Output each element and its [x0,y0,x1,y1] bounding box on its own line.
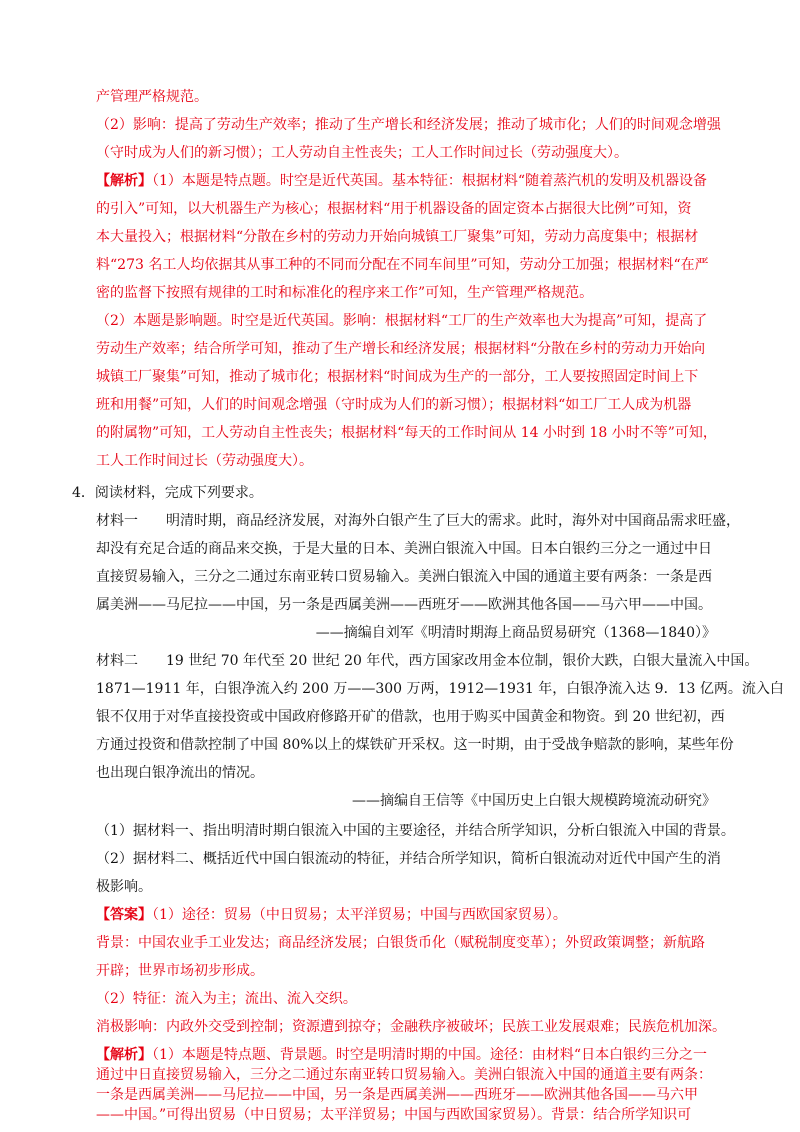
text-line [96,652,758,670]
text-line [96,1018,726,1036]
text-line [96,284,593,302]
text-span: 也出现白银净流出的情况。 [96,765,264,781]
text-line [96,340,705,358]
text-line [352,792,716,810]
text-span: 密的监督下按照有规律的工时和标准化的程序来工作”可知，生产管理严格规范。 [96,285,594,301]
text-span: 极影响。 [96,879,152,895]
text-line [96,1066,712,1084]
text-line [72,484,263,502]
text-line [96,172,707,190]
text-span: 却没有充足合适的商品来交换，于是大量的日本、美洲白银流入中国。日本白银约三分之一通过中日 [96,541,712,557]
text-span: 银不仅用于对华直接投资或中国政府修路开矿的借款，也用于购买中国黄金和物资。到 20 世纪初，西 [96,709,725,725]
text-span: 材料一 明清时期，商品经济发展，对海外白银产生了巨大的需求。此时，海外对中国商品需求旺盛， [96,513,740,529]
text-span: ——中国。”可得出贸易（中日贸易；太平洋贸易；中国与西欧国家贸易）。背景：结合所学知识可 [96,1107,692,1123]
text-span: （2）据材料二、概括近代中国白银流动的特征，并结合所学知识，简析白银流动对近代中国产生的消 [96,851,721,867]
text-line [96,850,721,868]
section-label: 【答案】 [96,907,152,923]
text-line [96,934,705,952]
text-span: （守时成为人们的新习惯）；工人劳动自主性丧失；工人工作时间过长（劳动强度大）。 [96,145,628,161]
section-label: 【解析】 [96,1047,152,1063]
text-line [96,736,734,754]
text-span: （1）途径：贸易（中日贸易；太平洋贸易；中国与西欧国家贸易）。 [152,907,567,923]
text-span: 消极影响：内政外交受到控制；资源遭到掠夺；金融秩序被破坏；民族工业发展艰难；民族危机加深。 [96,1019,726,1035]
text-span: 1871—1911 年，白银净流入约 200 万——300 万两，1912—1931 年，白银净流入达 9．13 亿两。流入白 [96,681,784,697]
text-line [96,1106,691,1124]
text-span: （1）据材料一、指出明清时期白银流入中国的主要途径，并结合所学知识，分析白银流入中国的背景。 [96,823,735,839]
text-line [96,708,725,726]
text-line [96,540,712,558]
text-span: 工人工作时间过长（劳动强度大）。 [96,453,313,469]
text-span: 的附属物”可知，工人劳动自主性丧失；根据材料“每天的工作时间从 14 小时到 18 小时不等”可知， [96,425,717,441]
text-span: 城镇工厂聚集”可知，推动了城市化；根据材料“时间成为生产的一部分，工人要按照固定时间上下 [96,369,699,385]
text-span: 材料二 19 世纪 70 年代至 20 世纪 20 年代，西方国家改用金本位制，银价大跌，白银大量流入中国。 [96,653,759,669]
text-span: （2）特征：流入为主；流出、流入交织。 [96,991,357,1007]
text-span: ——摘编自刘军《明清时期海上商品贸易研究（1368—1840）》 [315,625,716,641]
text-span: （1）本题是特点题、背景题。时空是明清时期的中国。途径：由材料“日本白银约三分之一 [152,1047,708,1063]
text-line [96,368,698,386]
text-span: 通过中日直接贸易输入，三分之二通过东南亚转口贸易输入。美洲白银流入中国的通道主要有两条： [96,1067,712,1083]
text-line [96,88,208,106]
text-line [96,256,709,274]
text-span: （2）影响：提高了劳动生产效率；推动了生产增长和经济发展；推动了城市化；人们的时间观念增强 [96,117,721,133]
text-line [96,200,691,218]
text-span: （2）本题是影响题。时空是近代英国。影响：根据材料“工厂的生产效率也大为提高”可知，提高了 [96,313,708,329]
text-line [96,764,264,782]
section-label: 【解析】 [96,173,152,189]
text-line [96,878,152,896]
text-line [96,680,784,698]
text-line [96,1086,698,1104]
text-line [96,512,740,530]
text-line [96,312,707,330]
text-span: 的引入”可知，以大机器生产为核心；根据材料“用于机器设备的固定资本占据很大比例”可知，资 [96,201,692,217]
text-line [96,906,567,924]
text-line [96,990,357,1008]
text-span: 背景：中国农业手工业发达；商品经济发展；白银货币化（赋税制度变革）；外贸政策调整；新航路 [96,935,705,951]
text-line [96,116,721,134]
text-line [96,1046,707,1064]
text-line [96,568,712,586]
text-line [96,144,628,162]
text-line [96,596,712,614]
text-line [96,822,735,840]
text-line [96,424,717,442]
text-span: 产管理严格规范。 [96,89,208,105]
text-span: 班和用餐”可知，人们的时间观念增强（守时成为人们的新习惯）；根据材料“如工厂工人成为机器 [96,397,692,413]
text-span: 劳动生产效率；结合所学可知，推动了生产增长和经济发展；根据材料“分散在乡村的劳动力开始向 [96,341,706,357]
text-span: 直接贸易输入，三分之二通过东南亚转口贸易输入。美洲白银流入中国的通道主要有两条：一条是西 [96,569,712,585]
text-line [96,452,313,470]
text-span: 本大量投入；根据材料“分散在乡村的劳动力开始向城镇工厂聚集”可知，劳动力高度集中；根据材 [96,229,699,245]
text-span: ——摘编自王信等《中国历史上白银大规模跨境流动研究》 [352,793,716,809]
text-span: 料“273 名工人均依据其从事工种的不同而分配在不同车间里”可知，劳动分工加强；根据材料“在严 [96,257,709,273]
text-line [96,962,264,980]
text-span: 4．阅读材料，完成下列要求。 [72,485,263,501]
text-span: 属美洲——马尼拉——中国，另一条是西属美洲——西班牙——欧洲其他各国——马六甲——中国。 [96,597,712,613]
text-line [96,396,691,414]
text-line [96,228,698,246]
text-span: 方通过投资和借款控制了中国 80%以上的煤铁矿开采权。这一时期，由于受战争赔款的影响，某些年份 [96,737,734,753]
text-span: 开辟；世界市场初步形成。 [96,963,264,979]
text-span: 一条是西属美洲——马尼拉——中国，另一条是西属美洲——西班牙——欧洲其他各国——马六甲 [96,1087,698,1103]
text-span: （1）本题是特点题。时空是近代英国。基本特征：根据材料“随着蒸汽机的发明及机器设备 [152,173,708,189]
text-line [316,624,716,642]
